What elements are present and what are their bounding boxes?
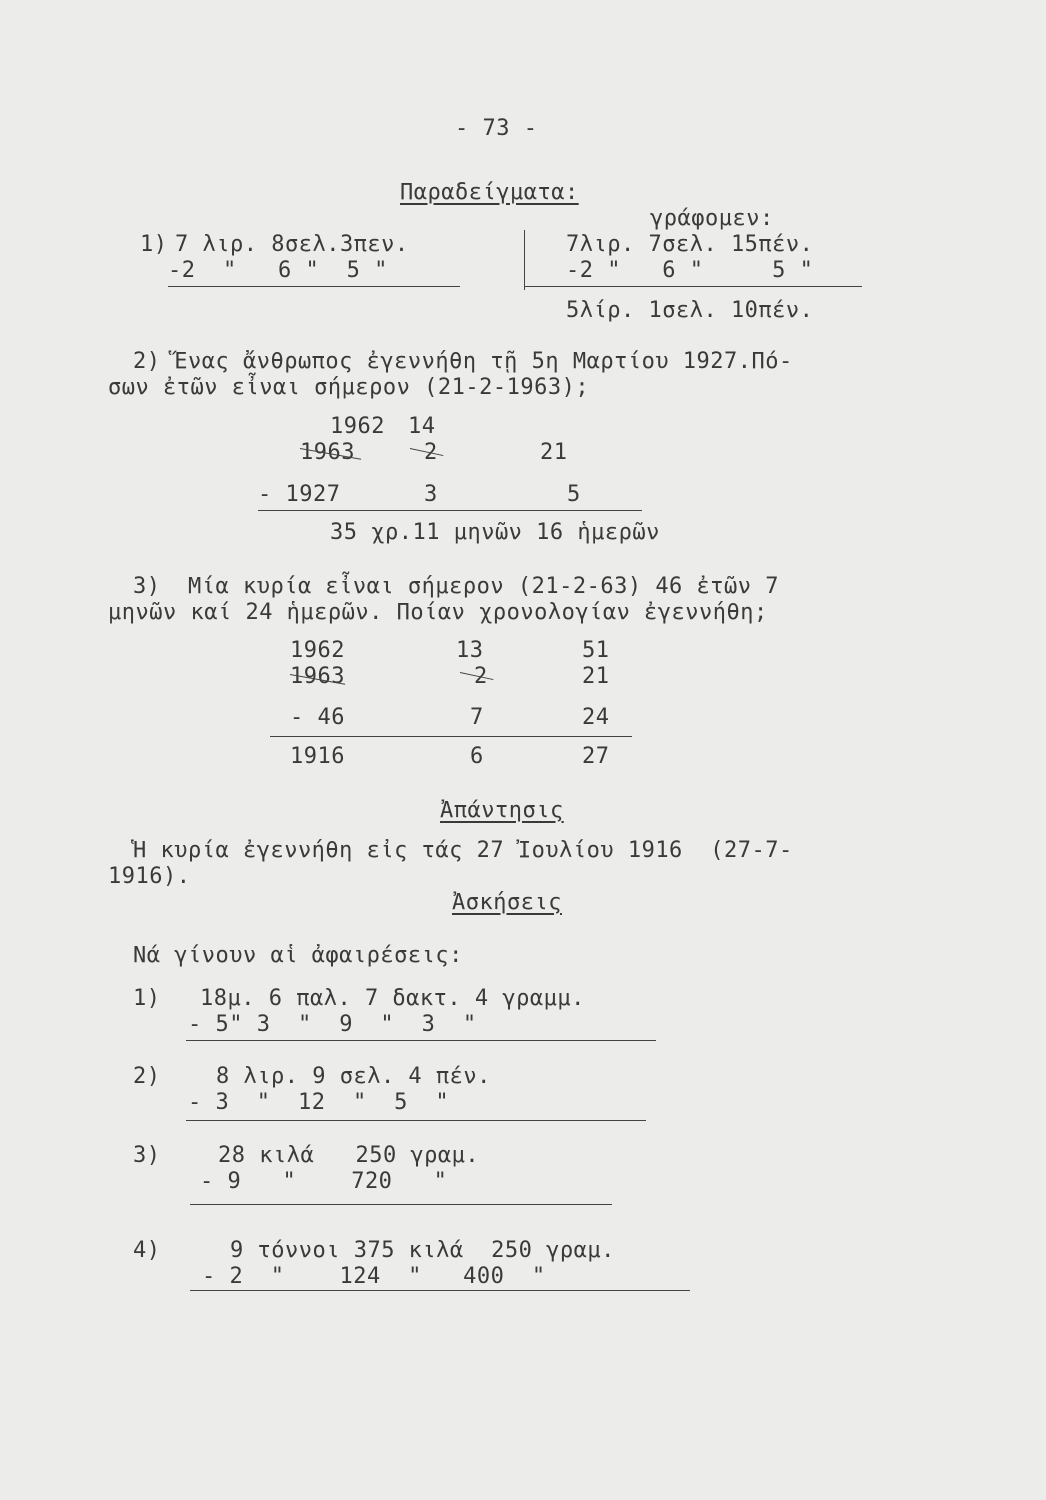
ex3-row1-year: 1962	[290, 638, 345, 663]
ex2-row1-month: 14	[408, 414, 436, 439]
exercise-3-row1: 28 κιλά 250 γραμ.	[218, 1143, 480, 1168]
ex2-text-line2: σων ἐτῶν εἶναι σήμερον (21-2-1963);	[108, 375, 590, 400]
ex3-text-line1: 3) Μία κυρία εἶναι σήμερον (21-2-63) 46 ἐτῶν 7	[133, 574, 780, 599]
ex3-result-year: 1916	[290, 744, 345, 769]
exercise-1-number: 1)	[133, 986, 161, 1011]
ex1-result: 5λίρ. 1σελ. 10πέν.	[566, 298, 814, 323]
exercise-4-row1: 9 τόννοι 375 κιλά 250 γραμ.	[230, 1238, 615, 1263]
ex3-result-day: 27	[582, 744, 610, 769]
exercise-4-number: 4)	[133, 1238, 161, 1263]
exercises-intro: Νά γίνουν αἱ ἀφαιρέσεις:	[133, 943, 463, 968]
ex1-left-rule	[168, 286, 460, 287]
ex1-right-rule	[524, 286, 862, 287]
exercise-2-row2: - 3 " 12 " 5 "	[188, 1090, 450, 1115]
ex3-row1-month: 13	[456, 638, 484, 663]
ex3-row3-month: 7	[470, 705, 484, 730]
ex2-row2-month: 2	[424, 440, 438, 465]
examples-heading: Παραδείγματα:	[400, 180, 579, 205]
exercise-3-row2: - 9 " 720 "	[200, 1169, 448, 1194]
ex3-row2-year: 1963	[290, 664, 345, 689]
exercise-1-row2: - 5" 3 " 9 " 3 "	[188, 1012, 477, 1037]
ex2-row3-month: 3	[424, 482, 438, 507]
exercise-4-row2: - 2 " 124 " 400 "	[202, 1264, 546, 1289]
exercise-4-rule	[190, 1290, 690, 1291]
ex3-row3-year: - 46	[290, 705, 345, 730]
ex2-row2-year: 1963	[300, 440, 355, 465]
ex1-left-row2: -2 " 6 " 5 "	[168, 258, 388, 283]
ex1-divider	[524, 230, 525, 290]
ex1-right-row1: 7λιρ. 7σελ. 15πέν.	[566, 232, 814, 257]
ex2-row2-day: 21	[540, 440, 568, 465]
exercise-1-row1: 18μ. 6 παλ. 7 δακτ. 4 γραμμ.	[200, 986, 585, 1011]
ex2-row3-day: 5	[567, 482, 581, 507]
exercise-1-rule	[186, 1040, 656, 1041]
exercise-2-row1: 8 λιρ. 9 σελ. 4 πέν.	[216, 1064, 491, 1089]
ex3-row3-day: 24	[582, 705, 610, 730]
page-number: - 73 -	[455, 116, 538, 141]
ex3-row1-day: 51	[582, 638, 610, 663]
answer-line2: 1916).	[108, 864, 191, 889]
ex3-row2-month: 2	[474, 664, 488, 689]
ex1-left-row1: 7 λιρ. 8σελ.3πεν.	[175, 232, 409, 257]
ex3-row2-day: 21	[582, 664, 610, 689]
ex2-rule	[258, 510, 642, 511]
ex3-result-month: 6	[470, 744, 484, 769]
exercise-2-rule	[186, 1120, 646, 1121]
ex3-rule	[270, 736, 632, 737]
ex2-row1-year: 1962	[330, 414, 385, 439]
ex3-text-line2: μηνῶν καί 24 ἡμερῶν. Ποίαν χρονολογίαν ἐγεννήθη;	[108, 600, 768, 625]
exercise-3-number: 3)	[133, 1143, 161, 1168]
ex2-text-line1: 2) Ἕνας ἄνθρωπος ἐγεννήθη τῇ 5η Μαρτίου 1927.Πό-	[133, 349, 793, 374]
answer-line1: Ἡ κυρία ἐγεννήθη εἰς τάς 27 Ἰουλίου 1916 (27-7-	[133, 838, 793, 863]
exercise-2-number: 2)	[133, 1064, 161, 1089]
ex1-right-heading: γράφομεν:	[650, 206, 774, 231]
ex2-result: 35 χρ.11 μηνῶν 16 ἡμερῶν	[330, 520, 660, 545]
exercise-3-rule	[190, 1204, 612, 1205]
ex1-number: 1)	[140, 232, 168, 257]
ex2-row3-year: - 1927	[258, 482, 341, 507]
answer-heading: Ἀπάντησις	[440, 798, 564, 823]
ex1-right-row2: -2 " 6 " 5 "	[566, 258, 814, 283]
exercises-heading: Ἀσκήσεις	[452, 890, 562, 915]
